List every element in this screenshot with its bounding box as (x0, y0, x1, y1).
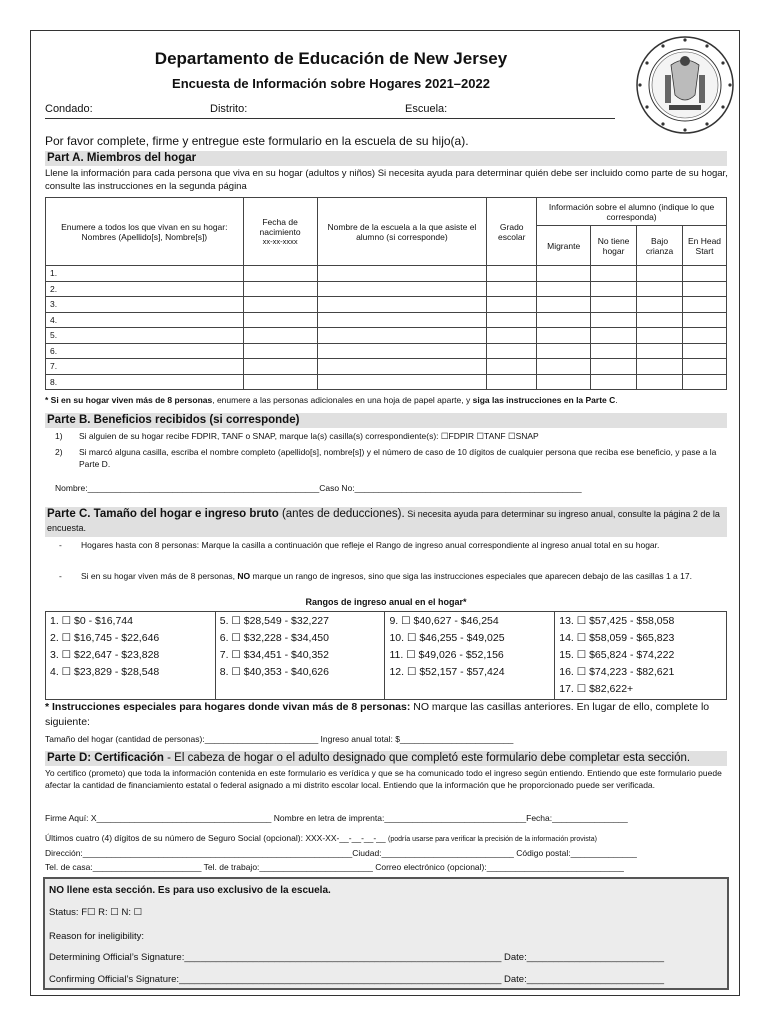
address-line[interactable]: Dirección:_________________________________________________________Ciudad:____________________________ Código postal:______________ (45, 848, 637, 858)
part-a-footnote: * Si en su hogar viven más de 8 personas, enumere a las personas adicionales en una hoja de papel aparte, y siga las instrucciones en la Parte C. (45, 395, 618, 405)
income-col-4 (555, 612, 727, 700)
income-ranges-table (45, 611, 727, 700)
income-ranges-title: Rangos de ingreso anual en el hogar* (305, 597, 467, 607)
part-b-name-case-line[interactable]: Nombre:_________________________________________________Caso No:________________________________________________ (55, 483, 582, 493)
part-b-title: Parte B. Beneficios recibidos (si corresponde) (45, 413, 727, 428)
snap-checkbox[interactable]: ☐SNAP (507, 431, 539, 441)
income-option[interactable]: 9. ☐ $40,627 - $46,254 (389, 615, 499, 627)
survey-form: Departamento de Educación de New Jersey Encuesta de Información sobre Hogares 2021–2022 Condado: Distrito: Escuela: Por favor complete, firme y entregue este formulario en la escuela de su hijo(a). Part A. Miembros del hogar Llene la información para cada persona que viva en su hogar (adultos y niños) Si necesita ayuda para determinar quién debe ser incluido como parte de su hogar, consulte las instrucciones en la segunda página Enumere a todos los que vivan en su hogar: Nombres (Apellido[s], Nombre[s]) Fecha de nacimiento xx-xx-xxxx Nombre de la escuela a la que asiste el alumno (si corresponde) Grado escolar Información sobre el alumno (indique lo que corresponda) Migrante No tiene hogar Bajo crianza En Head Start 1. 2. 3. 4. 5. 6. 7. 8. * Si en su hogar viven más de 8 personas, enumere a las personas adicionales en una hoja de papel aparte, y siga las instrucciones en la Parte C. Parte B. Beneficios recibidos (si corresponde) 1) Si alguien de su hogar recibe FDPIR, TANF o SNAP, marque la(s) casilla(s) correspondiente(s): ☐FDPIR ☐TANF ☐SNAP 2) Si marcó alguna casilla, escriba el nombre completo (apellido[s], nombre[s]) y el número de caso de 10 dígitos de cualquier persona que reciba ese beneficio, y pase a la Parte D. Nombre:_________________________________________________Caso No:________________________________________________ Parte C. Tamaño del hogar e ingreso bruto (antes de deducciones). Si necesita ayuda para determinar su ingreso anual, consulte la página 2 de la encuesta. - Hogares hasta con 8 personas: Marque la casilla a continuación que refleje el Rango de ingreso anual correspondiente al ingreso anual total en su hogar. - Si en su hogar viven más de 8 personas, NO marque un rango de ingresos, sino que siga las instrucciones especiales que aparecen debajo de las casillas 1 a 17. Rangos de ingreso anual en el hogar* 1. ☐ $0 - $16,744 2. ☐ $16,745 - $22,646 3. ☐ $22,647 - $23,828 4. ☐ $23,829 - $28,548 5. ☐ $28,549 - $32,227 6. ☐ $32,228 - $34,450 7. ☐ $34,451 - $40,352 8. ☐ $40,353 - $40,626 9. ☐ $40,627 - $46,254 10. ☐ $46,255 - $49,025 11. ☐ $49,026 - $52,156 12. ☐ $52,157 - $57,424 13. ☐ $57,425 - $58,058 14. ☐ $58,059 - $65,823 15. ☐ $65,824 - $74,222 16. ☐ $74,223 - $82,621 17. ☐ $82,622+ * Instrucciones especiales para hogares donde vivan más de 8 personas: NO marque las casillas anteriores. En lugar de ello, complete lo siguiente: Tamaño del hogar (cantidad de personas):________________________ Ingreso anual total: $________________________ Parte D: Certificación - El cabeza de hogar o el adulto designado que completó este formulario debe completar esta sección. Yo certifico (prometo) que toda la información contenida en este formulario es verídica y que se ha comunicado todo el ingreso según entiendo. Entiendo que este formulario puede afectar la cantidad de financiamiento estatal o federal asignado a mi distrito escolar local. Entiendo que la información que he proporcionado puede ser verificada. Firme Aquí: X_____________________________________ Nombre en letra de imprenta:______________________________Fecha:________________ Últimos cuatro (4) dígitos de su número de Seguro Social (opcional): XXX-XX-__-__-__-__ (podría usarse para verificar la precisión de la información provista) Dirección:_________________________________________________________Ciudad:____________________________ Código postal:______________ Tel. de casa:_______________________ Tel. de trabajo:________________________ Correo electrónico (opcional):_____________________________ NO llene esta sección. Es para uso exclusivo de la escuela. Status: F☐ R: ☐ N: ☐ Reason for ineligibility: Determining Official’s Signature:____________________________________________________________ Date:__________________________ Confirming Official’s Signature:_____________________________________________________________ Date:__________________________ (30, 30, 740, 996)
part-d-title: Parte D: Certificación - El cabeza de hogar o el adulto designado que completó este formulario debe completar esta sección. (45, 751, 727, 766)
income-option[interactable]: 16. ☐ $74,223 - $82,621 (559, 666, 675, 678)
ineligibility-reason[interactable]: Reason for ineligibility: (49, 931, 145, 942)
col-migrant-header: Migrante (537, 226, 591, 266)
income-option[interactable]: 5. ☐ $28,549 - $32,227 (219, 615, 329, 627)
table-row[interactable]: 1. (46, 266, 727, 282)
table-row[interactable]: 5. (46, 328, 727, 344)
col-names-header: Enumere a todos los que vivan en su hogar: Nombres (Apellido[s], Nombre[s]) (46, 198, 244, 266)
income-col-1 (46, 612, 216, 700)
household-size-line[interactable]: Tamaño del hogar (cantidad de personas):________________________ Ingreso anual total: $________________________ (45, 734, 514, 744)
part-c-bullet1: Hogares hasta con 8 personas: Marque la casilla a continuación que refleje el Rango de ingreso anual correspondiente al ingreso anual total en su hogar. (81, 540, 660, 550)
part-b-item1-num: 1) (55, 431, 63, 441)
part-c-title: Parte C. Tamaño del hogar e ingreso bruto (antes de deducciones). Si necesita ayuda para determinar su ingreso anual, consulte la página 2 de la encuesta. (45, 507, 727, 537)
income-option[interactable]: 7. ☐ $34,451 - $40,352 (219, 649, 329, 661)
table-row[interactable]: 7. (46, 359, 727, 375)
income-option[interactable]: 4. ☐ $23,829 - $28,548 (50, 666, 160, 678)
school-use-title: NO llene esta sección. Es para uso exclusivo de la escuela. (49, 885, 331, 896)
income-option[interactable]: 1. ☐ $0 - $16,744 (50, 615, 133, 627)
school-use-box (43, 877, 729, 990)
income-option[interactable]: 6. ☐ $32,228 - $34,450 (219, 632, 329, 644)
col-dob-header: Fecha de nacimiento xx-xx-xxxx (243, 198, 317, 266)
school-label[interactable]: Escuela: (405, 103, 448, 115)
part-b-item1: Si alguien de su hogar recibe FDPIR, TANF o SNAP, marque la(s) casilla(s) correspondiente(s): ☐FDPIR ☐TANF ☐SNAP (79, 431, 539, 441)
income-option[interactable]: 8. ☐ $40,353 - $40,626 (219, 666, 329, 678)
income-option[interactable]: 14. ☐ $58,059 - $65,823 (559, 632, 675, 644)
confirming-signature-line[interactable]: Confirming Official’s Signature:_____________________________________________________________ Date:__________________________ (49, 974, 665, 985)
form-title: Departamento de Educación de New Jersey (154, 49, 508, 68)
part-b-item2: Si marcó alguna casilla, escriba el nombre completo (apellido[s], nombre[s]) y el número de caso de 10 dígitos de cualquier persona que reciba ese beneficio, y pase a la Parte D. (79, 447, 717, 469)
determining-signature-line[interactable]: Determining Official’s Signature:____________________________________________________________ Date:__________________________ (49, 952, 665, 963)
income-option[interactable]: 3. ☐ $22,647 - $23,828 (50, 649, 160, 661)
income-option[interactable]: 10. ☐ $46,255 - $49,025 (389, 632, 505, 644)
form-subtitle: Encuesta de Información sobre Hogares 2021–2022 (172, 76, 490, 91)
income-option[interactable]: 15. ☐ $65,824 - $74,222 (559, 649, 675, 661)
table-row[interactable]: 6. (46, 343, 727, 359)
state-seal-icon (635, 35, 735, 135)
part-a-title: Part A. Miembros del hogar (45, 151, 727, 166)
table-row[interactable]: 3. (46, 297, 727, 313)
income-option[interactable]: 2. ☐ $16,745 - $22,646 (50, 632, 160, 644)
part-b-item2-num: 2) (55, 447, 63, 457)
location-fields (45, 103, 615, 119)
special-instructions: * Instrucciones especiales para hogares donde vivan más de 8 personas: NO marque las casillas anteriores. En lugar de ello, complete lo siguiente: (45, 701, 710, 728)
table-row[interactable]: 2. (46, 281, 727, 297)
table-row[interactable]: 8. (46, 374, 727, 390)
phone-line[interactable]: Tel. de casa:_______________________ Tel. de trabajo:________________________ Correo electrónico (opcional):_____________________________ (45, 862, 624, 872)
fdpir-checkbox[interactable]: ☐FDPIR (440, 431, 475, 441)
col-grade-header: Grado escolar (487, 198, 537, 266)
income-option[interactable]: 17. ☐ $82,622+ (559, 683, 634, 695)
income-option[interactable]: 12. ☐ $52,157 - $57,424 (389, 666, 505, 678)
status-checkboxes[interactable]: Status: F☐ R: ☐ N: ☐ (49, 907, 143, 918)
col-headstart-header: En Head Start (683, 226, 727, 266)
income-option[interactable]: 11. ☐ $49,026 - $52,156 (389, 649, 504, 661)
col-school-header: Nombre de la escuela a la que asiste el alumno (si corresponde) (317, 198, 487, 266)
intro-text: Por favor complete, firme y entregue este formulario en la escuela de su hijo(a). (45, 134, 469, 148)
county-label[interactable]: Condado: (45, 103, 93, 115)
district-label[interactable]: Distrito: (210, 103, 248, 115)
tanf-checkbox[interactable]: ☐TANF (476, 431, 506, 441)
col-student-info-header: Información sobre el alumno (indique lo que corresponda) (537, 198, 727, 226)
part-c-bullet2: Si en su hogar viven más de 8 personas, NO marque un rango de ingresos, sino que siga las instrucciones especiales que aparecen debajo de las casillas 1 a 17. (81, 571, 692, 581)
table-row[interactable]: 4. (46, 312, 727, 328)
signature-line[interactable]: Firme Aquí: X_____________________________________ Nombre en letra de imprenta:______________________________Fecha:________________ (45, 813, 628, 823)
ssn-line[interactable]: Últimos cuatro (4) dígitos de su número de Seguro Social (opcional): XXX-XX-__-__-__-__ (podría usarse para verificar la precisión de la información provista) (45, 833, 597, 843)
certification-text: Yo certifico (prometo) que toda la información contenida en este formulario es verídica y que se ha comunicado todo el ingreso según entiendo. Entiendo que este formulario puede afectar la cantidad de financiamiento estatal o federal asignado a mi distrito escolar local. Entiendo que la información que he proporcionado puede ser verificada. (45, 768, 722, 790)
household-members-table (45, 197, 727, 390)
income-option[interactable]: 13. ☐ $57,425 - $58,058 (559, 615, 675, 627)
income-col-2 (215, 612, 385, 700)
income-col-3 (385, 612, 555, 700)
part-a-instructions: Llene la información para cada persona que viva en su hogar (adultos y niños) Si necesita ayuda para determinar quién debe ser incluido como parte de su hogar, consulte las instrucciones en la segunda página (45, 168, 728, 192)
col-foster-header: Bajo crianza (637, 226, 683, 266)
col-homeless-header: No tiene hogar (591, 226, 637, 266)
